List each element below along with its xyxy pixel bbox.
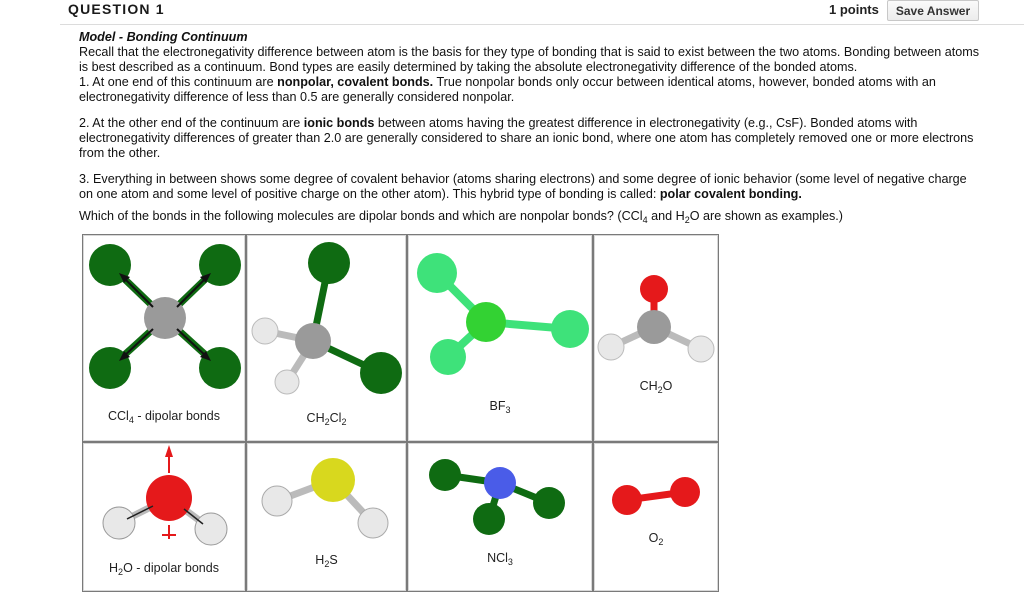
molecule-cell-ch2o <box>593 234 719 442</box>
question-prompt: Which of the bonds in the following molecules are dipolar bonds and which are nonpolar bonds? (CCl$_4$ and $H_2O$ are shown as examples.) <box>79 209 843 225</box>
save-answer-button[interactable]: Save Answer <box>887 0 979 21</box>
molecule-grid <box>79 232 720 592</box>
molecule-cell-h2s <box>246 442 407 592</box>
paragraph-1: 1. At one end of this continuum are nonpolar, covalent bonds. True nonpolar bonds only occur between identical atoms, however, bonded atoms with an electronegativity difference of less than 0.5 are generally considered nonpolar. <box>79 75 936 104</box>
molecule-label: $CH_2O$ <box>639 379 673 395</box>
h2s-model <box>247 443 408 593</box>
molecule-cell-h2o <box>82 442 246 592</box>
ncl3-model <box>408 443 594 593</box>
molecule-label: $BF_3$ <box>489 399 511 415</box>
question-title: QUESTION 1 <box>68 1 165 17</box>
molecule-label: $H_2S$ <box>315 553 338 569</box>
paragraph-3: 3. Everything in between shows some degree of covalent behavior (atoms sharing electrons) and some degree of ionic behavior (some level of negative charge on one atom and some level of positive charge on the other atom). This hybrid type of bonding is called: polar covalent bonding. <box>79 172 967 201</box>
molecule-label: $CH_2Cl_2$ <box>306 411 347 427</box>
molecule-label: CCl$_4$ - dipolar bonds <box>107 409 221 425</box>
paragraph-2: 2. At the other end of the continuum are ionic bonds between atoms having the greatest difference in electronegativity (e.g., CsF). Bonded atoms with electronegativity differences of greater than 2.0 are generally considered to share an ionic bond, where one atom has completely removed one or more electrons from the other. <box>79 116 974 160</box>
molecule-label: $O_2$ <box>648 531 664 547</box>
molecule-cell-ncl3 <box>407 442 593 592</box>
o2-model <box>594 443 720 593</box>
molecule-cell-o2 <box>593 442 719 592</box>
intro-paragraph: Recall that the electronegativity difference between atom is the basis for they type of bonding that is said to exist between the two atoms. Bonding between atoms is best described as a continuum. Bond types are easily determined by taking the absolute electronegativity difference of the bonded atoms. <box>79 45 980 74</box>
molecule-cell-bf3 <box>407 234 593 442</box>
molecule-label: NCl$_3$ <box>487 551 513 567</box>
question-content <box>79 30 984 224</box>
molecule-cell-ch2cl2 <box>246 234 407 442</box>
molecule-label: $H_2O$ - dipolar bonds <box>109 561 219 577</box>
molecule-cell-ccl4 <box>82 234 246 442</box>
header-divider <box>60 24 1024 25</box>
ch2o-model <box>594 235 720 443</box>
model-title: Model - Bonding Continuum <box>79 30 248 44</box>
points-label: 1 points <box>829 2 879 17</box>
